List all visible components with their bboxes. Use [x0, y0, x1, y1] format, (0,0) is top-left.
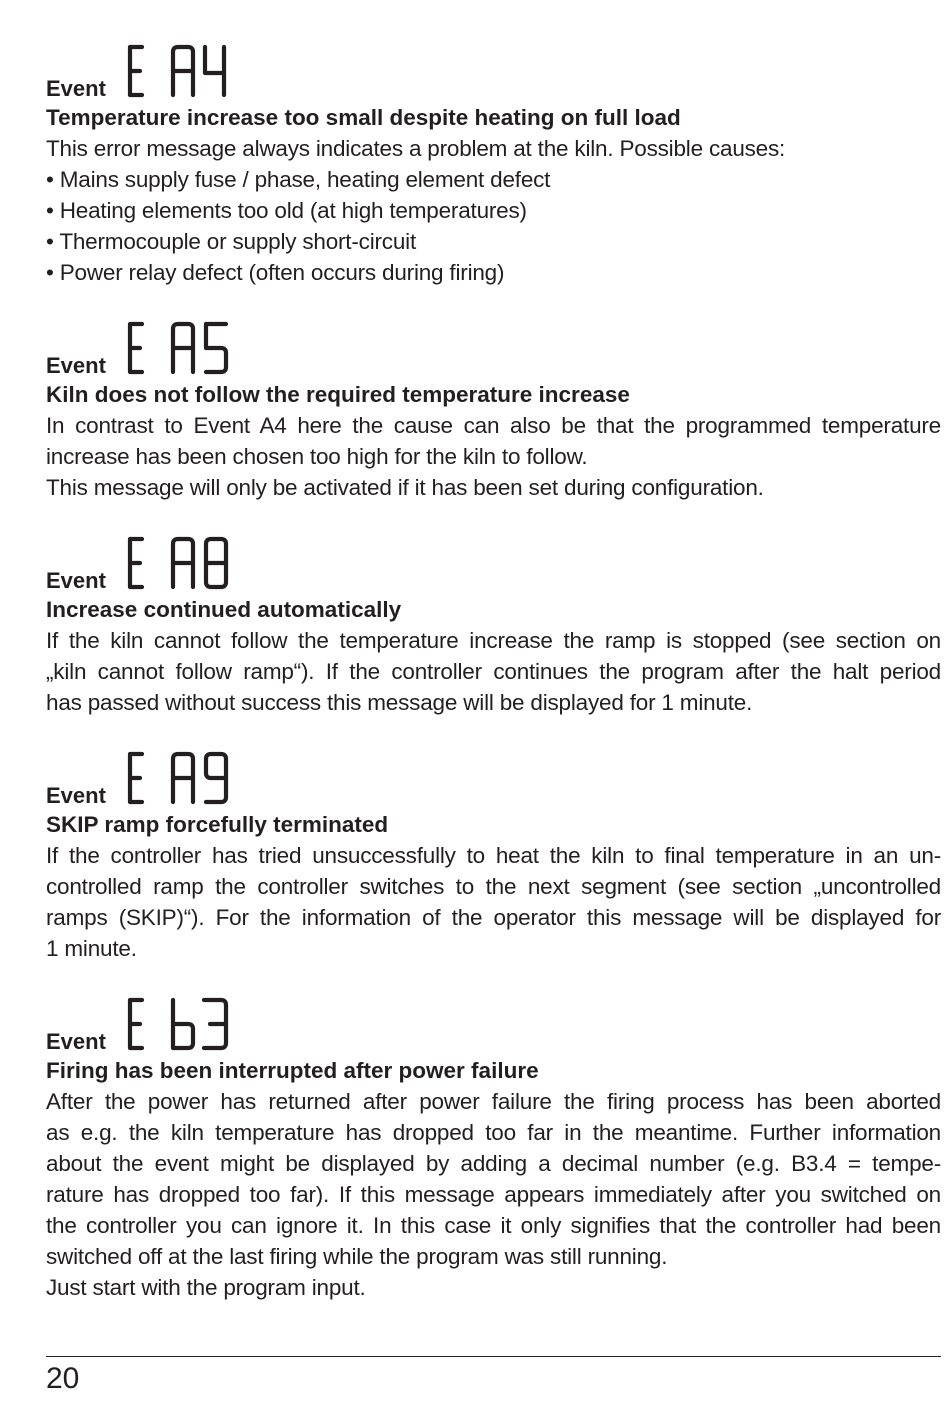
cause-list-item: • Power relay defect (often occurs during firing)	[46, 260, 505, 285]
description-line: increase has been chosen too high for the kiln to follow.	[46, 444, 588, 469]
event-description	[46, 1086, 941, 1303]
description-line: 1 minute.	[46, 936, 137, 961]
description-line: In contrast to Event A4 here the cause can also be that the programmed temperature	[46, 413, 941, 438]
description-line: rature has dropped too far). If this message appears immediately after you switched on	[46, 1182, 941, 1207]
description-line: If the controller has tried unsuccessfully to heat the kiln to final temperature in an un-	[46, 843, 941, 868]
description-line: the controller you can ignore it. In this case it only signifies that the controller had been	[46, 1213, 941, 1238]
event-title: Increase continued automatically	[46, 597, 402, 622]
event-label: Event	[46, 353, 106, 378]
event-label: Event	[46, 1029, 106, 1054]
event-title: Kiln does not follow the required temperature increase	[46, 382, 630, 407]
description-line: about the event might be displayed by adding a decimal number (e.g. B3.4 = tempe-	[46, 1151, 941, 1176]
event-description	[46, 133, 941, 288]
segment-display-code	[126, 997, 238, 1051]
event-description	[46, 840, 941, 964]
event-title: SKIP ramp forcefully terminated	[46, 812, 389, 837]
event-label: Event	[46, 783, 106, 808]
footer-divider	[46, 1356, 941, 1357]
event-section-e-a8	[46, 530, 941, 718]
event-heading	[46, 991, 941, 1053]
event-section-e-a4	[46, 38, 941, 288]
event-section-e-a5	[46, 315, 941, 503]
cause-list-item: • Heating elements too old (at high temperatures)	[46, 198, 527, 223]
cause-list-item: • Thermocouple or supply short-circuit	[46, 229, 417, 254]
event-heading	[46, 745, 941, 807]
description-line: switched off at the last firing while the program was still running.	[46, 1244, 668, 1269]
description-line: This error message always indicates a problem at the kiln. Possible causes:	[46, 136, 786, 161]
description-line: After the power has returned after power failure the firing process has been aborted	[46, 1089, 941, 1114]
event-heading	[46, 315, 941, 377]
event-label: Event	[46, 76, 106, 101]
page-number: 20	[46, 1362, 80, 1395]
event-heading	[46, 530, 941, 592]
segment-display-code	[126, 536, 238, 590]
description-line: controlled ramp the controller switches to the next segment (see section „uncontrolled	[46, 874, 941, 899]
description-line: has passed without success this message will be displayed for 1 minute.	[46, 690, 753, 715]
description-line: as e.g. the kiln temperature has dropped too far in the meantime. Further information	[46, 1120, 941, 1145]
segment-display-code	[126, 321, 238, 375]
event-title: Temperature increase too small despite heating on full load	[46, 105, 681, 130]
description-line: ramps (SKIP)“). For the information of the operator this message will be displayed for	[46, 905, 941, 930]
event-label: Event	[46, 568, 106, 593]
event-description	[46, 625, 941, 718]
description-line: This message will only be activated if it has been set during configuration.	[46, 475, 764, 500]
event-section-e-b3	[46, 991, 941, 1303]
event-heading	[46, 38, 941, 100]
event-description	[46, 410, 941, 503]
event-title: Firing has been interrupted after power failure	[46, 1058, 539, 1083]
description-line: If the kiln cannot follow the temperature increase the ramp is stopped (see section on	[46, 628, 941, 653]
segment-display-code	[126, 751, 238, 805]
description-line: Just start with the program input.	[46, 1275, 366, 1300]
cause-list-item: • Mains supply fuse / phase, heating element defect	[46, 167, 551, 192]
description-line: „kiln cannot follow ramp“). If the controller continues the program after the halt period	[46, 659, 941, 684]
segment-display-code	[126, 44, 238, 98]
event-section-e-a9	[46, 745, 941, 964]
